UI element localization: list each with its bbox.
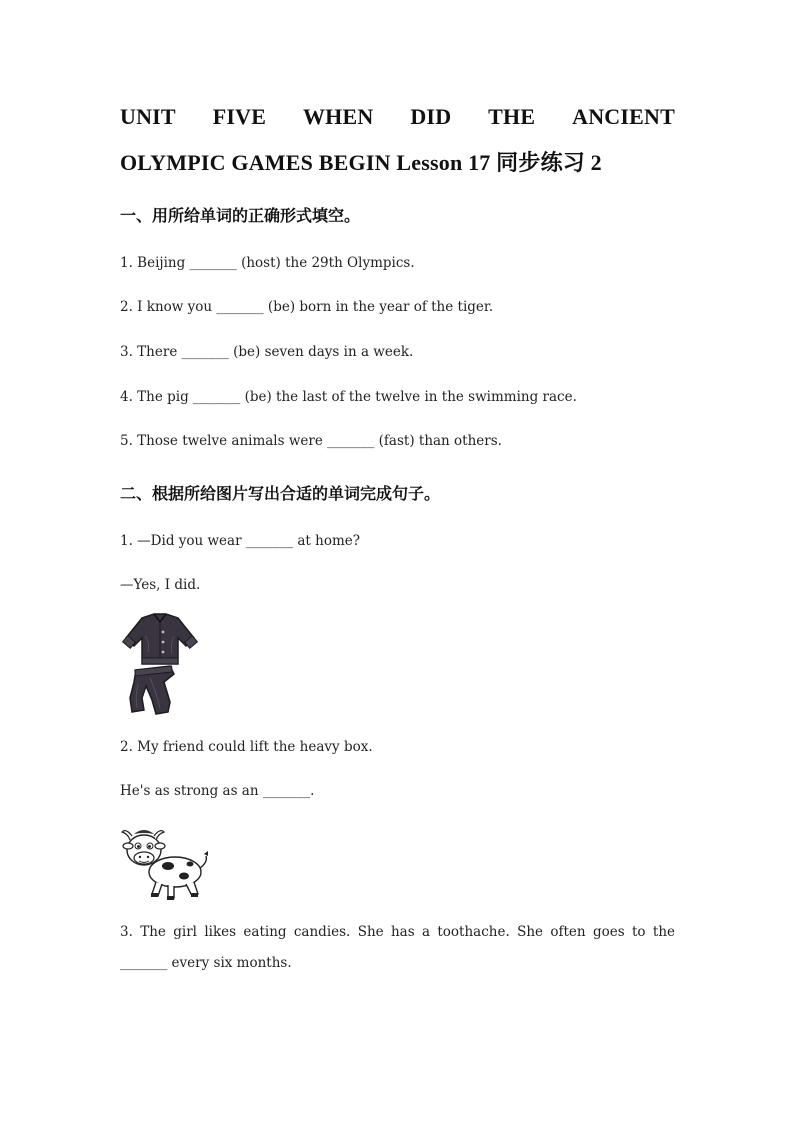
title-word: FIVE (212, 104, 267, 129)
section-2-q2-line-2: He's as strong as an _______. (120, 783, 315, 799)
section-2-q1-question: 1. —Did you wear _______ at home? (120, 533, 360, 549)
section-2-q3-text: 3. The girl likes eating candies. She has a toothache. She often goes to the _______ every six months. (120, 924, 675, 971)
title-line-1 (120, 104, 675, 130)
section-2-q1-answer: —Yes, I did. (120, 577, 201, 593)
section-1-heading: 一、用所给单词的正确形式填空。 (120, 206, 361, 225)
title-word: DID (410, 104, 452, 129)
title-word: UNIT (120, 104, 176, 129)
section-2-q2-line-1: 2. My friend could lift the heavy box. (120, 739, 373, 755)
title-line-2: OLYMPIC GAMES BEGIN Lesson 17 同步练习 2 (120, 150, 602, 175)
pajamas-icon (120, 612, 200, 718)
section-1-item-2: 2. I know you _______ (be) born in the year of the tiger. (120, 299, 494, 315)
section-2-heading: 二、根据所给图片写出合适的单词完成句子。 (120, 484, 441, 503)
section-1-item-3: 3. There _______ (be) seven days in a week. (120, 344, 414, 360)
title-word: ANCIENT (572, 104, 675, 129)
section-1-item-1: 1. Beijing _______ (host) the 29th Olympics. (120, 255, 415, 271)
pajamas-image (120, 612, 200, 722)
title-word: THE (488, 104, 536, 129)
section-1-item-4: 4. The pig _______ (be) the last of the twelve in the swimming race. (120, 389, 577, 405)
ox-image (120, 822, 212, 906)
title-word: WHEN (302, 104, 374, 129)
ox-icon (120, 822, 212, 902)
section-1-item-5: 5. Those twelve animals were _______ (fast) than others. (120, 433, 502, 449)
